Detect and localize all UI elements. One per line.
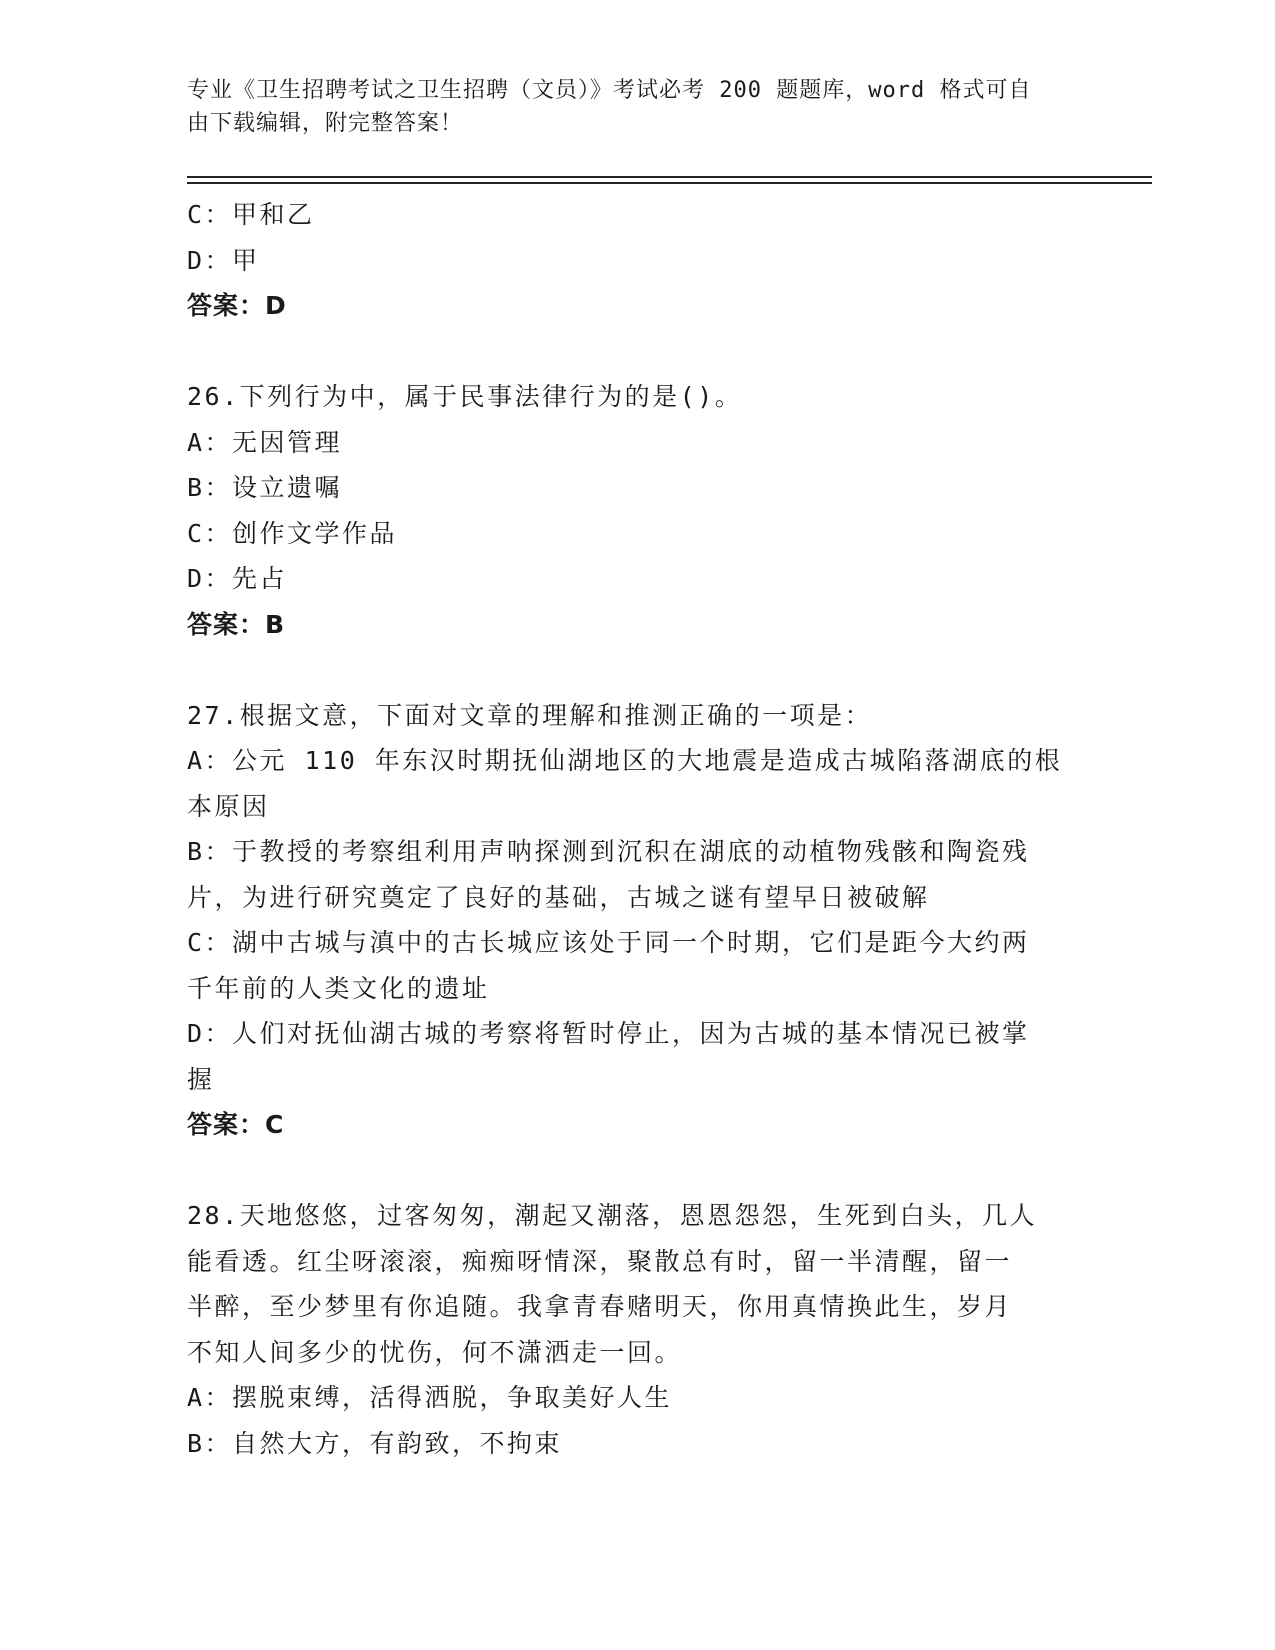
option-b-line-1: B：于教授的考察组利用声呐探测到沉积在湖底的动植物残骸和陶瓷残 bbox=[187, 837, 1030, 866]
option-a-line-1: A：公元 110 年东汉时期抚仙湖地区的大地震是造成古城陷落湖底的根 bbox=[187, 746, 1063, 775]
option-b: B：自然大方，有韵致，不拘束 bbox=[187, 1428, 563, 1458]
answer-line: 答案：D bbox=[187, 291, 287, 320]
option-b: B：设立遗嘱 bbox=[187, 473, 343, 502]
option-c-line-1: C：湖中古城与滇中的古长城应该处于同一个时期，它们是距今大约两 bbox=[187, 928, 1030, 957]
header-line-1: 专业《卫生招聘考试之卫生招聘（文员）》考试必考 200 题题库，word 格式可自 bbox=[187, 78, 1032, 103]
document-header bbox=[187, 74, 1067, 140]
header-divider-top bbox=[187, 176, 1152, 178]
option-c: C：甲和乙 bbox=[187, 200, 315, 229]
option-d-line-2: 握 bbox=[187, 1064, 215, 1094]
answer-line: 答案：C bbox=[187, 1110, 285, 1139]
option-c-line-2: 千年前的人类文化的遗址 bbox=[187, 973, 490, 1003]
question-text-line-2: 能看透。红尘呀滚滚，痴痴呀情深，聚散总有时，留一半清醒，留一 bbox=[187, 1246, 1013, 1276]
option-b-line-2: 片，为进行研究奠定了良好的基础，古城之谜有望早日被破解 bbox=[187, 882, 930, 912]
question-text-line-4: 不知人间多少的忧伤，何不潇洒走一回。 bbox=[187, 1337, 683, 1367]
question-26-block bbox=[187, 374, 1067, 647]
question-text: 26.下列行为中，属于民事法律行为的是()。 bbox=[187, 382, 743, 411]
header-line-2: 由下载编辑，附完整答案！ bbox=[187, 111, 464, 136]
question-text-line-3: 半醉，至少梦里有你追随。我拿青春赌明天，你用真情换此生，岁月 bbox=[187, 1292, 1013, 1321]
option-d: D：甲 bbox=[187, 245, 260, 275]
option-d-line-1: D：人们对抚仙湖古城的考察将暂时停止，因为古城的基本情况已被掌 bbox=[187, 1019, 1030, 1048]
option-d: D：先占 bbox=[187, 564, 288, 593]
question-25-block bbox=[187, 192, 1067, 329]
option-c: C：创作文学作品 bbox=[187, 518, 398, 548]
option-a: A：无因管理 bbox=[187, 427, 343, 457]
question-list bbox=[187, 192, 1067, 1466]
question-text: 27.根据文意，下面对文章的理解和推测正确的一项是： bbox=[187, 700, 873, 730]
answer-line: 答案：B bbox=[187, 609, 286, 639]
question-28-block bbox=[187, 1193, 1067, 1466]
spacer bbox=[187, 647, 1067, 693]
option-a-line-2: 本原因 bbox=[187, 791, 270, 821]
question-27-block bbox=[187, 693, 1067, 1148]
spacer bbox=[187, 329, 1067, 375]
spacer bbox=[187, 1148, 1067, 1194]
header-divider-bottom bbox=[187, 182, 1152, 184]
option-a: A：摆脱束缚，活得洒脱，争取美好人生 bbox=[187, 1383, 673, 1412]
question-text-line-1: 28.天地悠悠，过客匆匆，潮起又潮落，恩恩怨怨，生死到白头，几人 bbox=[187, 1201, 1038, 1230]
